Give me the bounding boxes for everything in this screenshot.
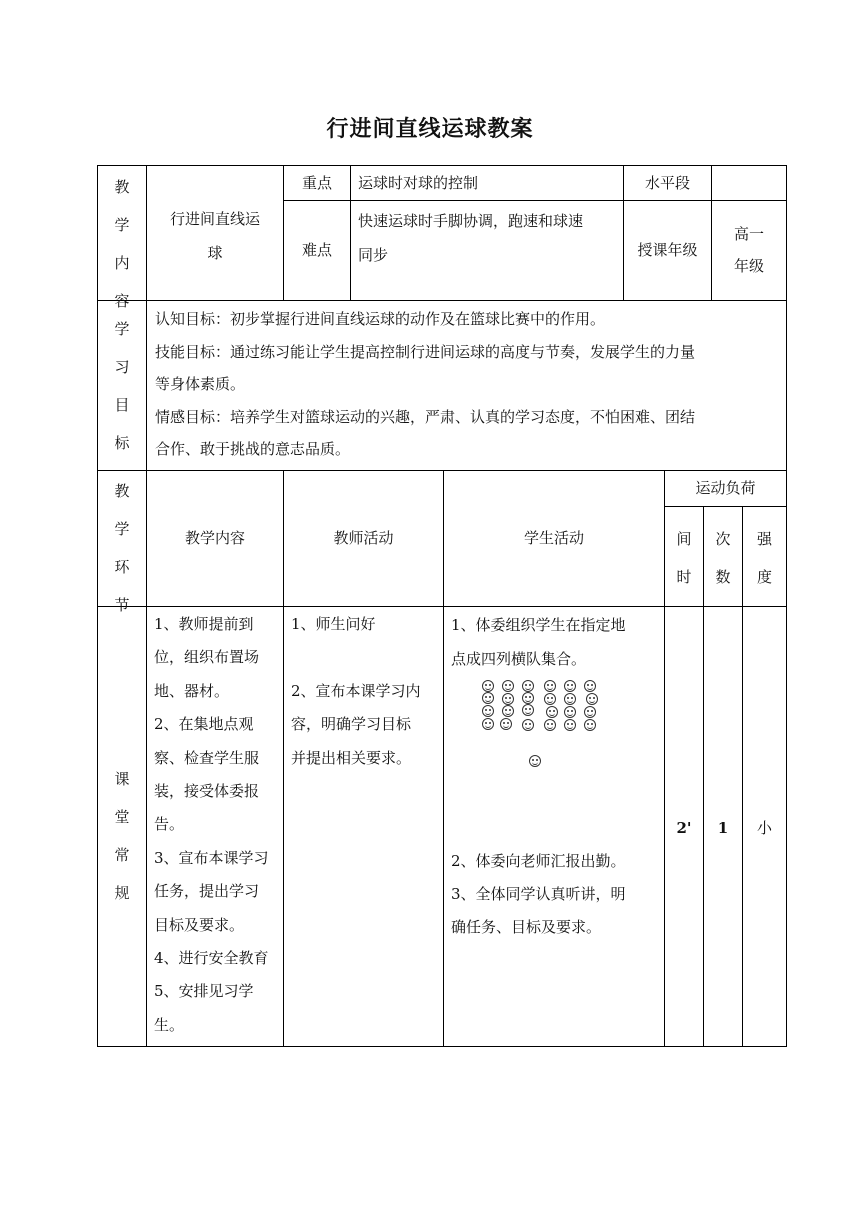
row-content-header xyxy=(98,168,146,320)
header-char: 教 xyxy=(114,178,130,196)
time-header: 间 时 xyxy=(676,530,692,586)
student-icon xyxy=(544,680,556,692)
routine-content: 1、教师提前到 位，组织布置场 地、器材。 2、在集地点观 察、检查学生服 装，接受体委报 告。 3、宣布本课学习 任务，提出学习 目标及要求。 4、进行安全教育 5、安排见习学 生。 xyxy=(154,615,269,1034)
student-icon xyxy=(482,680,494,692)
routine-student-activity-top: 1、体委组织学生在指定地 点成四列横队集合。 xyxy=(451,616,626,668)
formation-diagram xyxy=(478,680,608,770)
row-goals-header: 学 习 目 标 xyxy=(114,320,130,452)
student-icon xyxy=(586,693,598,705)
student-icon xyxy=(500,718,512,730)
student-icon xyxy=(584,706,596,718)
student-icon xyxy=(544,719,556,731)
student-icon xyxy=(564,680,576,692)
routine-count-value: 1 xyxy=(717,819,729,837)
grade-value: 高一 年级 xyxy=(733,225,764,275)
row-routine-header: 课 堂 常 规 xyxy=(114,770,130,902)
learning-goals xyxy=(155,303,785,466)
student-icon xyxy=(502,680,514,692)
student-activity-header: 学生活动 xyxy=(523,529,584,547)
routine-teacher-activity: 1、师生问好 2、宣布本课学习内 容，明确学习目标 并提出相关要求。 xyxy=(291,615,421,767)
goal-line: 认知目标：初步掌握行进间直线运球的动作及在篮球比赛中的作用。 xyxy=(155,310,606,328)
student-icon xyxy=(502,705,514,717)
level-label: 水平段 xyxy=(644,174,690,192)
routine-time-value: 2' xyxy=(676,819,692,837)
student-icon xyxy=(482,718,494,730)
student-icon xyxy=(564,719,576,731)
student-icon xyxy=(522,692,534,704)
student-icon xyxy=(482,705,494,717)
routine-intensity-value: 小 xyxy=(756,819,772,837)
exercise-load-header: 运动负荷 xyxy=(695,479,756,497)
goal-line: 技能目标：通过练习能让学生提高控制行进间运球的高度与节奏，发展学生的力量 xyxy=(155,342,696,361)
goal-line: 情感目标：培养学生对篮球运动的兴趣，严肃、认真的学习态度，不怕困难、团结 xyxy=(155,407,696,426)
grade-label: 授课年级 xyxy=(637,241,698,259)
header-char: 容 xyxy=(114,292,130,310)
student-icon xyxy=(502,693,514,705)
student-icon xyxy=(482,692,494,704)
student-icon xyxy=(564,706,576,718)
header-char: 学 xyxy=(114,216,130,234)
student-icon xyxy=(522,719,534,731)
student-icon xyxy=(544,693,556,705)
intensity-header: 强 度 xyxy=(756,530,772,586)
leader-icon xyxy=(529,755,541,767)
student-icon xyxy=(522,680,534,692)
student-icon xyxy=(522,704,534,716)
routine-student-activity-bottom: 2、体委向老师汇报出勤。 3、全体同学认真听讲，明 确任务、目标及要求。 xyxy=(451,852,626,936)
difficulty-label: 难点 xyxy=(301,241,332,259)
teaching-content-header: 教学内容 xyxy=(184,529,245,547)
row-stage-header: 教 学 环 节 xyxy=(114,482,130,614)
count-header: 次 数 xyxy=(715,530,731,586)
lesson-topic: 行进间直线运 球 xyxy=(169,210,260,262)
document-title: 行进间直线运球教案 xyxy=(326,117,534,142)
teacher-activity-header: 教师活动 xyxy=(333,529,394,547)
difficulty-text: 快速运球时手脚协调，跑速和球速 同步 xyxy=(358,212,584,264)
student-icon xyxy=(546,706,558,718)
student-icon xyxy=(584,680,596,692)
student-icon xyxy=(564,693,576,705)
student-icon xyxy=(584,719,596,731)
key-point-text: 运球时对球的控制 xyxy=(358,174,479,192)
goal-line: 合作、敢于挑战的意志品质。 xyxy=(155,440,351,458)
key-point-label: 重点 xyxy=(301,174,332,192)
goal-line: 等身体素质。 xyxy=(155,375,246,393)
header-char: 内 xyxy=(114,254,130,272)
